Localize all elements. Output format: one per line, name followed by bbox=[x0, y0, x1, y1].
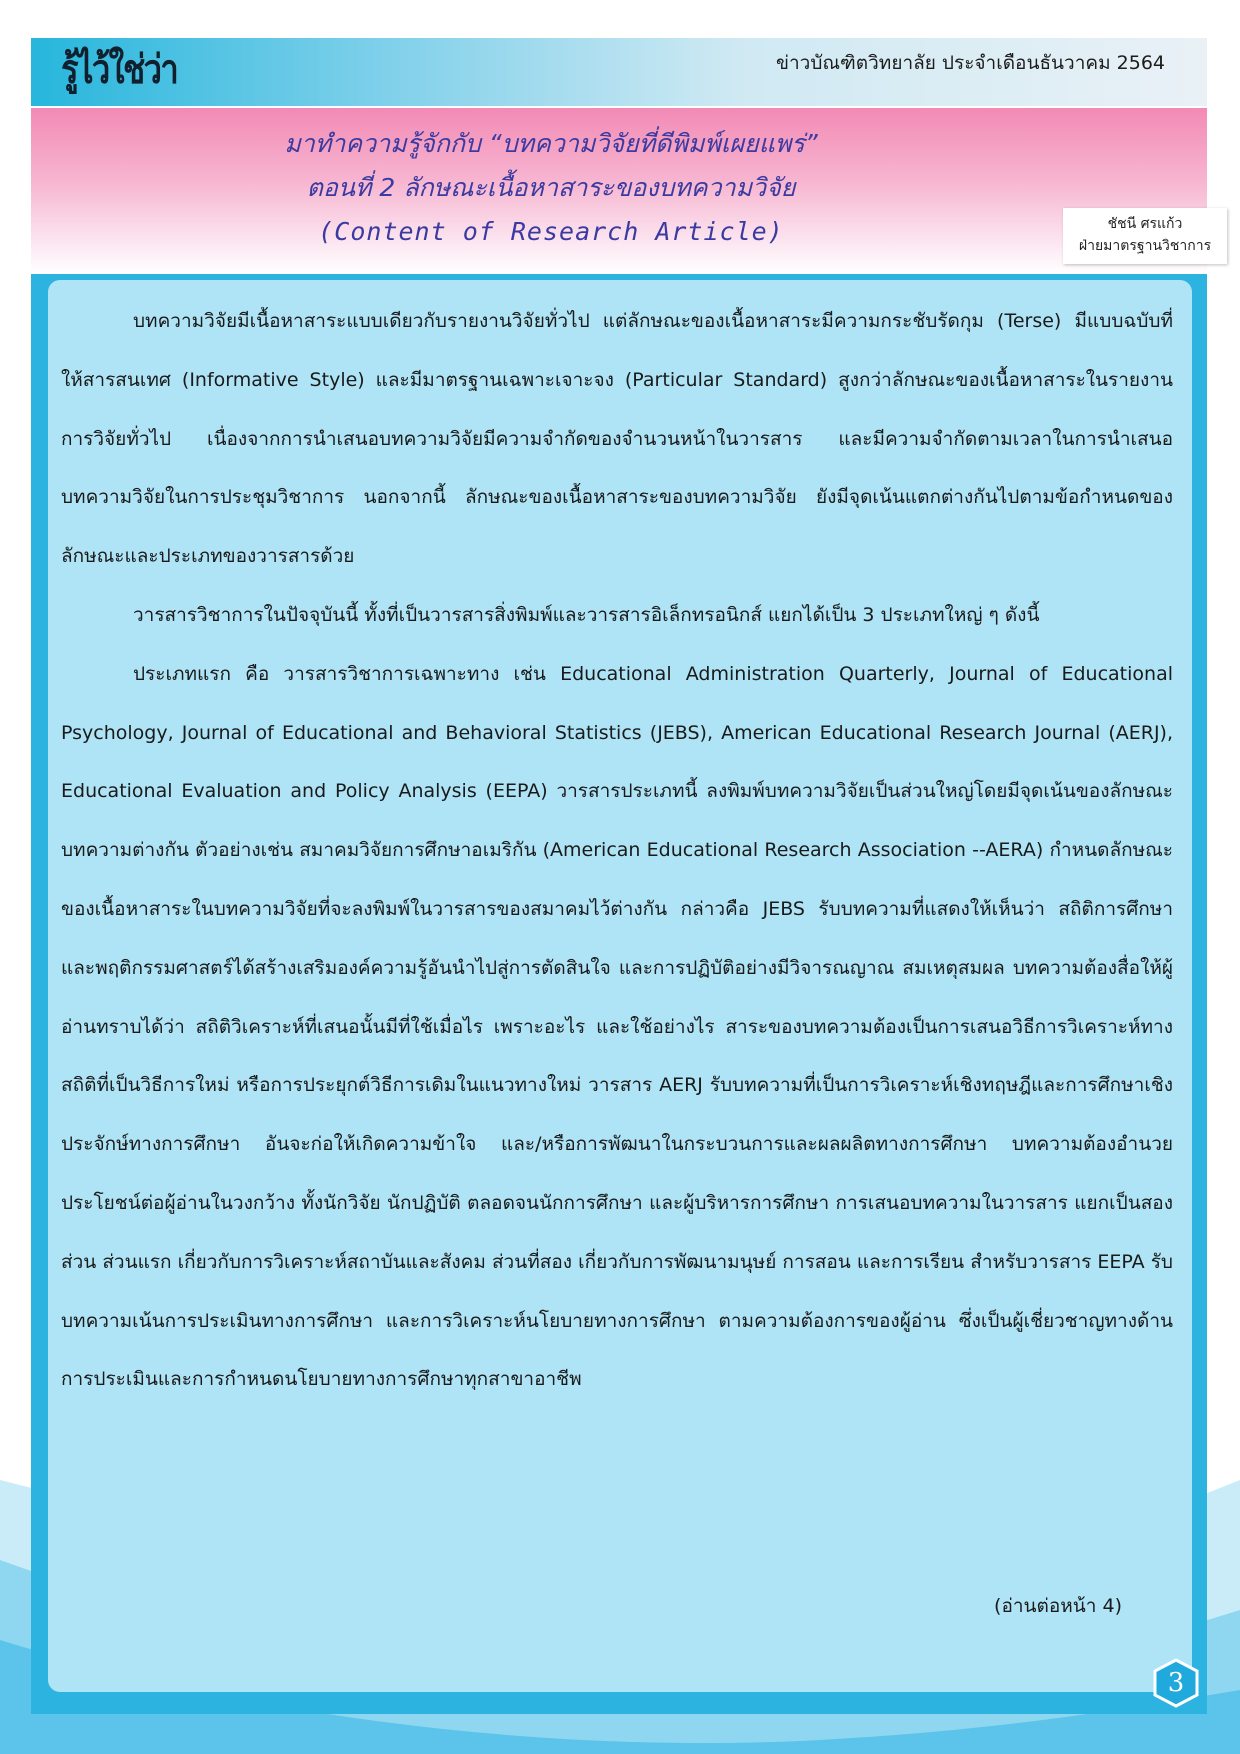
body-paragraph-3: ประเภทแรก คือ วารสารวิชาการเฉพาะทาง เช่น Educational Administration Quarterly, Journal of Educational Psychology, Journal of Educational and Behavioral Statistics (JEBS), American Educational Research Journal (AERJ), Educational Evaluation and Policy Analysis (EEPA) วารสารประเภทนี้ ลงพิมพ์บทความวิจัยเป็นส่วนใหญ่โดยมีจุดเน้นของลักษณะบทความต่างกัน ตัวอย่างเช่น สมาคมวิจัยการศึกษาอเมริกัน (American Educational Research Association --AERA) กำหนดลักษณะของเนื้อหาสาระในบทความวิจัยที่จะลงพิมพ์ในวารสารของสมาคมไว้ต่างกัน กล่าวคือ JEBS รับบทความที่แสดงให้เห็นว่า สถิติการศึกษาและพฤติกรรมศาสตร์ได้สร้างเสริมองค์ความรู้อันนำไปสู่การตัดสินใจ และการปฏิบัติอย่างมีวิจารณญาณ สมเหตุสมผล บทความต้องสื่อให้ผู้อ่านทราบได้ว่า สถิติวิเคราะห์ที่เสนอนั้นมีที่ใช้เมื่อไร เพราะอะไร และใช้อย่างไร สาระของบทความต้องเป็นการเสนอวิธีการวิเคราะห์ทางสถิติที่เป็นวิธีการใหม่ หรือการประยุกต์วิธีการเดิมในแนวทางใหม่ วารสาร AERJ รับบทความที่เป็นการวิเคราะห์เชิงทฤษฎีและการศึกษาเชิงประจักษ์ทางการศึกษา อันจะก่อให้เกิดความข้าใจ และ/หรือการพัฒนาในกระบวนการและผลผลิตทางการศึกษา บทความต้องอำนวยประโยชน์ต่อผู้อ่านในวงกว้าง ทั้งนักวิจัย นักปฏิบัติ ตลอดจนนักการศึกษา และผู้บริหารการศึกษา การเสนอบทความในวารสาร แยกเป็นสองส่วน ส่วนแรก เกี่ยวกับการวิเคราะห์สถาบันและสังคม ส่วนที่สอง เกี่ยวกับการพัฒนามนุษย์ การสอน และการเรียน สำหรับวารสาร EEPA รับบทความเน้นการประเมินทางการศึกษา และการวิเคราะห์นโยบายทางการศึกษา ตามความต้องการของผู้อ่าน ซึ่งเป็นผู้เชี่ยวชาญทางด้านการประเมินและการกำหนดนโยบายทางการศึกษาทุกสาขาอาชีพ bbox=[61, 662, 1173, 1391]
body-paragraph-1: บทความวิจัยมีเนื้อหาสาระแบบเดียวกับรายงานวิจัยทั่วไป แต่ลักษณะของเนื้อหาสาระมีความกระชับรัดกุม (Terse) มีแบบฉบับที่ให้สารสนเทศ (Informative Style) และมีมาตรฐานเฉพาะเจาะจง (Particular Standard) สูงกว่าลักษณะของเนื้อหาสาระในรายงานการวิจัยทั่วไป เนื่องจากการนำเสนอบทความวิจัยมีความจำกัดของจำนวนหน้าในวารสาร และมีความจำกัดตามเวลาในการนำเสนอบทความวิจัยในการประชุมวิชาการ นอกจากนี้ ลักษณะของเนื้อหาสาระของบทความวิจัย ยังมีจุดเน้นแตกต่างกันไปตามข้อกำหนดของลักษณะและประเภทของวารสารด้วย bbox=[61, 310, 1173, 568]
page-badge bbox=[1151, 1658, 1201, 1708]
article-title-line-3: (Content of Research Article) bbox=[318, 217, 784, 246]
page-number: 3 bbox=[1167, 1668, 1185, 1698]
body-paragraph-2: วารสารวิชาการในปัจจุบันนี้ ทั้งที่เป็นวารสารสิ่งพิมพ์และวารสารอิเล็กทรอนิกส์ แยกได้เป็น 3 ประเภทใหญ่ ๆ ดังนี้ bbox=[133, 603, 1040, 626]
article-title bbox=[171, 122, 931, 254]
article-title-line-2: ตอนที่ 2 ลักษณะเนื้อหาสาระของบทความวิจัย bbox=[306, 173, 796, 202]
column-header bbox=[31, 38, 1207, 106]
author-box bbox=[1063, 208, 1227, 264]
article-body bbox=[48, 280, 1192, 1692]
issue-line: ข่าวบัณฑิตวิทยาลัย ประจำเดือนธันวาคม 2564 bbox=[776, 52, 1165, 74]
author-name: ชัชนี ศรแก้ว bbox=[1107, 216, 1183, 232]
article-text bbox=[61, 292, 1173, 1409]
column-title: รู้ไว้ใช่ว่า bbox=[61, 47, 178, 93]
article-title-line-1: มาทำความรู้จักกับ “บทความวิจัยที่ดีพิมพ์เผยแพร่” bbox=[284, 129, 818, 158]
author-department: ฝ่ายมาตรฐานวิชาการ bbox=[1078, 238, 1212, 254]
continue-note: (อ่านต่อหน้า 4) bbox=[994, 1595, 1122, 1617]
article-title-banner bbox=[31, 108, 1212, 274]
